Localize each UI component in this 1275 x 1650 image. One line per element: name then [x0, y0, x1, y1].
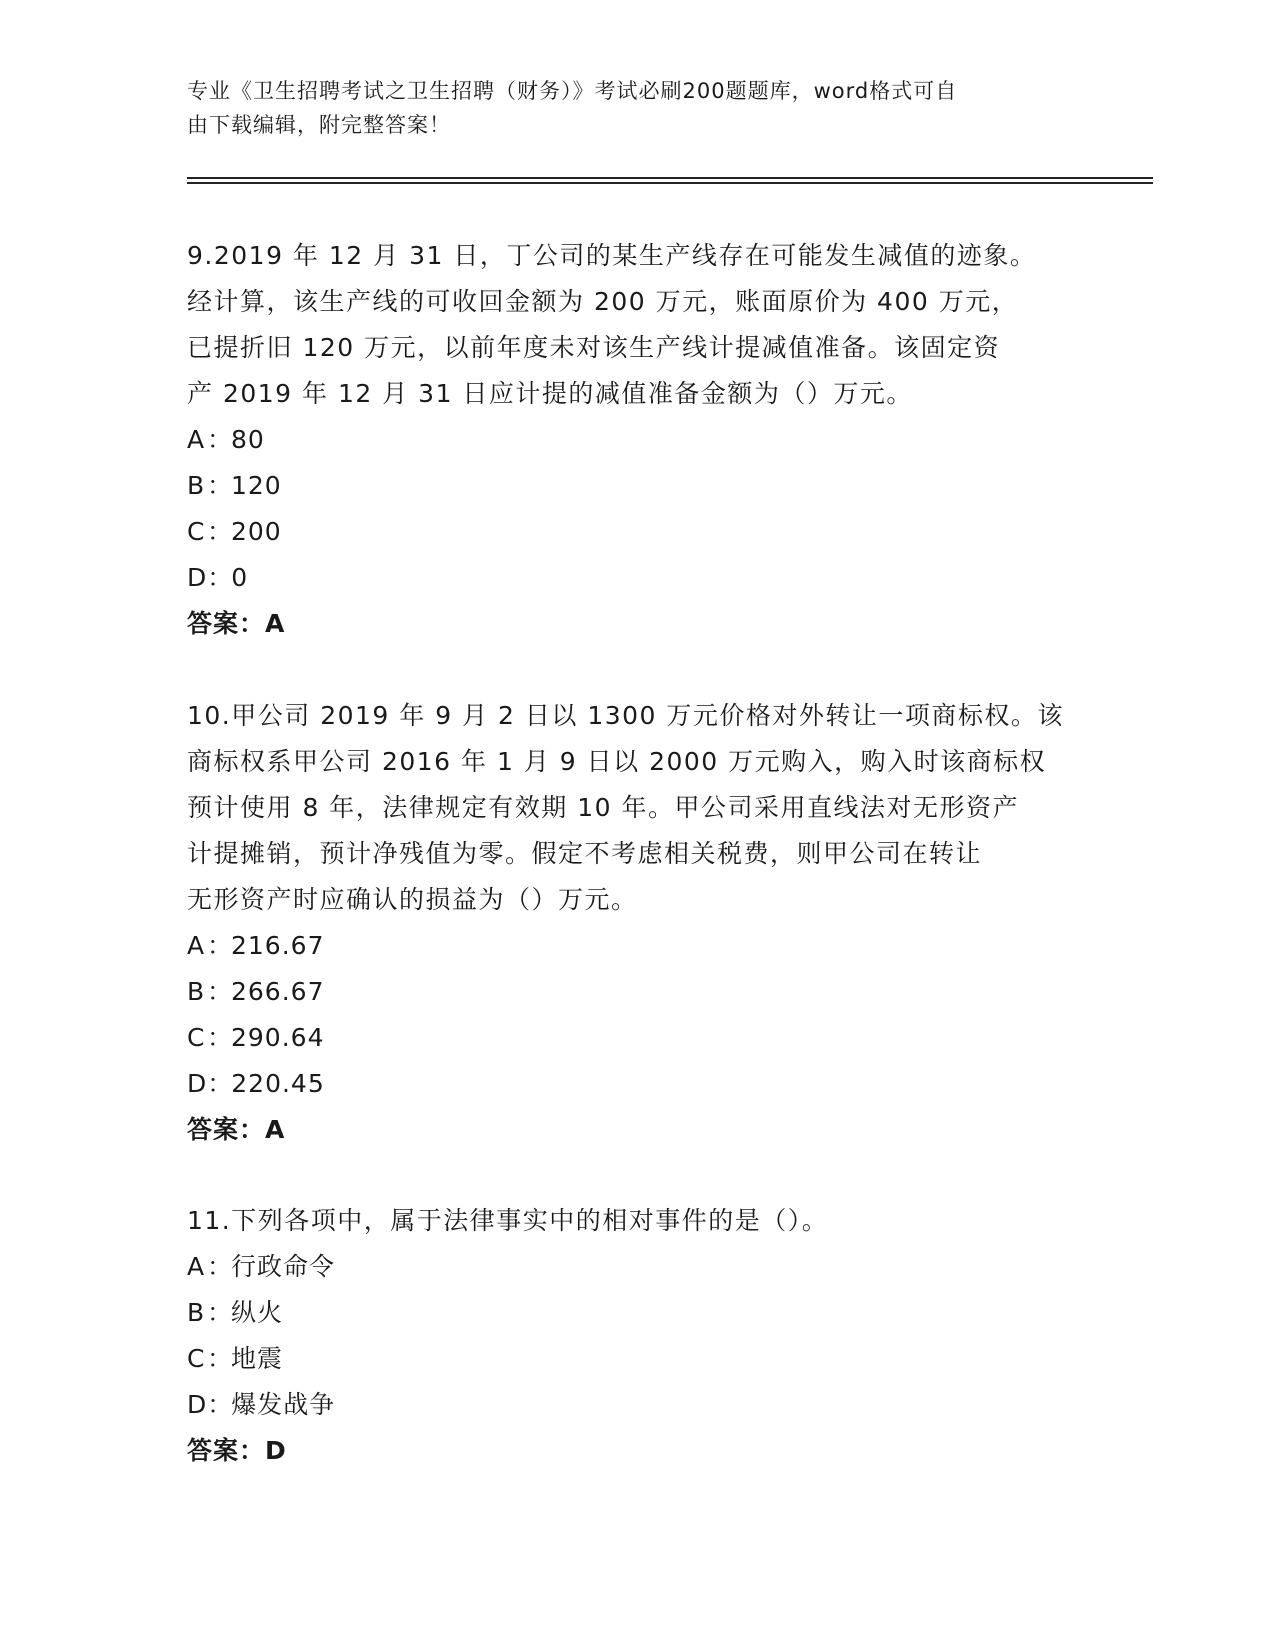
question-stem-line: 11.下列各项中，属于法律事实中的相对事件的是（）。 [187, 1206, 829, 1235]
option-letter: C [187, 517, 206, 546]
option-separator: ： [207, 1252, 234, 1281]
question-11 [187, 1198, 1067, 1474]
option-separator: ： [207, 471, 234, 500]
header-line-2: 由下载编辑，附完整答案！ [187, 113, 451, 137]
option-separator: ： [207, 977, 234, 1006]
question-stem-line: 预计使用 8 年，法律规定有效期 10 年。甲公司采用直线法对无形资产 [187, 793, 1020, 822]
option-d [187, 555, 1067, 601]
option-text: 地震 [231, 1344, 284, 1373]
header-divider-top [187, 177, 1153, 179]
option-letter: D [187, 563, 208, 592]
option-b [187, 1290, 1067, 1336]
question-stem-line: 无形资产时应确认的损益为（）万元。 [187, 885, 638, 914]
option-separator: ： [207, 563, 234, 592]
option-text: 纵火 [231, 1298, 284, 1327]
option-text: 120 [231, 471, 282, 500]
answer-line: 答案：A [187, 609, 286, 638]
option-letter: C [187, 1023, 206, 1052]
question-stem-line: 计提摊销，预计净残值为零。假定不考虑相关税费，则甲公司在转让 [187, 839, 983, 868]
option-text: 0 [231, 563, 249, 592]
question-stem-line: 经计算，该生产线的可收回金额为 200 万元，账面原价为 400 万元， [187, 287, 1019, 316]
answer-line: 答案：D [187, 1436, 287, 1465]
option-b [187, 463, 1067, 509]
option-letter: B [187, 1298, 206, 1327]
header-divider-bottom [187, 182, 1153, 184]
question-9 [187, 233, 1067, 647]
option-d [187, 1382, 1067, 1428]
question-stem-line: 已提折旧 120 万元，以前年度未对该生产线计提减值准备。该固定资 [187, 333, 1001, 362]
option-a [187, 923, 1067, 969]
option-separator: ： [207, 1069, 234, 1098]
option-a [187, 417, 1067, 463]
option-c [187, 1015, 1067, 1061]
option-b [187, 969, 1067, 1015]
option-d [187, 1061, 1067, 1107]
question-stem-line: 10.甲公司 2019 年 9 月 2 日以 1300 万元价格对外转让一项商标权。该 [187, 701, 1064, 730]
option-text: 爆发战争 [231, 1390, 336, 1419]
option-letter: A [187, 1252, 206, 1281]
document-header [187, 74, 1067, 142]
question-10 [187, 693, 1067, 1153]
option-letter: A [187, 931, 206, 960]
option-letter: D [187, 1069, 208, 1098]
option-separator: ： [207, 931, 234, 960]
option-text: 220.45 [231, 1069, 325, 1098]
option-a [187, 1244, 1067, 1290]
option-separator: ： [207, 1298, 234, 1327]
option-c [187, 1336, 1067, 1382]
question-stem-line: 产 2019 年 12 月 31 日应计提的减值准备金额为（）万元。 [187, 379, 913, 408]
header-line-1: 专业《卫生招聘考试之卫生招聘（财务）》考试必刷200题题库，word格式可自 [187, 79, 958, 103]
option-separator: ： [207, 1344, 234, 1373]
option-letter: B [187, 977, 206, 1006]
question-stem-line: 9.2019 年 12 月 31 日，丁公司的某生产线存在可能发生减值的迹象。 [187, 241, 1037, 270]
option-text: 290.64 [231, 1023, 325, 1052]
option-separator: ： [207, 1390, 234, 1419]
option-letter: C [187, 1344, 206, 1373]
option-separator: ： [207, 1023, 234, 1052]
option-text: 216.67 [231, 931, 325, 960]
option-c [187, 509, 1067, 555]
option-text: 266.67 [231, 977, 325, 1006]
option-separator: ： [207, 425, 234, 454]
option-separator: ： [207, 517, 234, 546]
option-letter: B [187, 471, 206, 500]
option-text: 200 [231, 517, 282, 546]
answer-line: 答案：A [187, 1115, 286, 1144]
option-letter: D [187, 1390, 208, 1419]
option-text: 80 [231, 425, 265, 454]
option-letter: A [187, 425, 206, 454]
option-text: 行政命令 [231, 1252, 336, 1281]
question-stem-line: 商标权系甲公司 2016 年 1 月 9 日以 2000 万元购入，购入时该商标权 [187, 747, 1047, 776]
